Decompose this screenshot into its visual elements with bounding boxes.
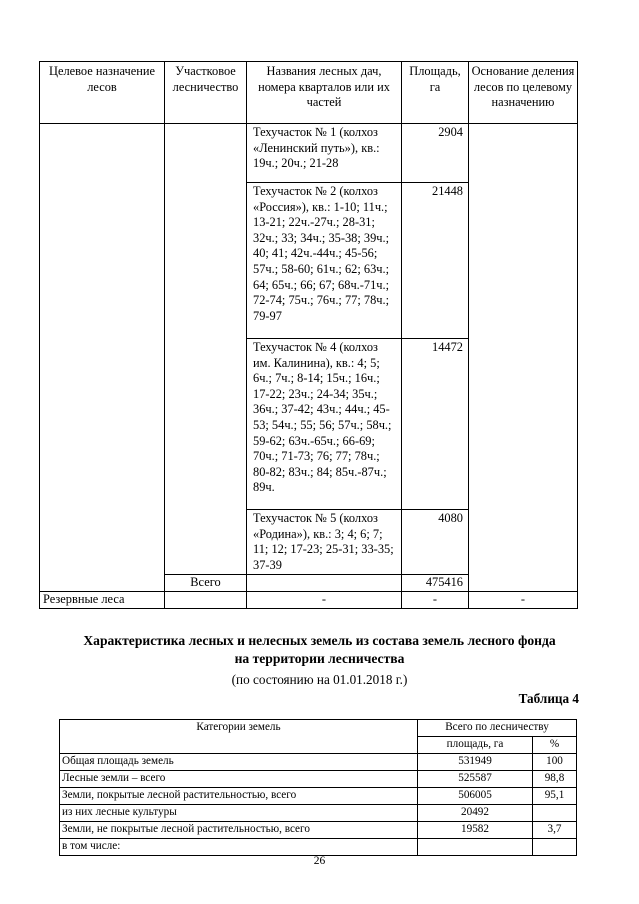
land-percent: 3,7 bbox=[533, 822, 577, 839]
land-category: Земли, не покрытые лесной растительностью, всего bbox=[60, 822, 418, 839]
table-number: Таблица 4 bbox=[518, 691, 579, 706]
land-area bbox=[418, 839, 533, 856]
reserve-row bbox=[40, 591, 578, 608]
land-area: 20492 bbox=[418, 805, 533, 822]
header-percent: % bbox=[533, 737, 577, 754]
land-category: Земли, покрытые лесной растительностью, всего bbox=[60, 788, 418, 805]
table-header-row bbox=[40, 62, 578, 124]
section-subtitle: (по состоянию на 01.01.2018 г.) bbox=[231, 672, 408, 687]
land-area: 506005 bbox=[418, 788, 533, 805]
reserve-district-empty bbox=[165, 591, 247, 608]
header-total: Всего по лесничеству bbox=[418, 720, 577, 737]
reserve-basis: - bbox=[469, 591, 578, 608]
header-area: площадь, га bbox=[418, 737, 533, 754]
table-row bbox=[60, 771, 577, 788]
total-label: Всего bbox=[165, 575, 247, 592]
land-area: 19582 bbox=[418, 822, 533, 839]
header-area: Площадь, га bbox=[402, 62, 469, 124]
dacha-area: 2904 bbox=[402, 124, 469, 183]
land-category: в том числе: bbox=[60, 839, 418, 856]
forest-purpose-table bbox=[39, 61, 578, 609]
land-percent: 98,8 bbox=[533, 771, 577, 788]
table-row bbox=[60, 788, 577, 805]
table-row bbox=[60, 754, 577, 771]
dacha-area: 4080 bbox=[402, 510, 469, 575]
land-category: из них лесные культуры bbox=[60, 805, 418, 822]
table-row bbox=[60, 822, 577, 839]
dacha-area: 21448 bbox=[402, 183, 469, 339]
header-dacha-names: Названия лесных дач, номера кварталов или их частей bbox=[247, 62, 402, 124]
table-row bbox=[60, 839, 577, 856]
land-area: 531949 bbox=[418, 754, 533, 771]
purpose-cell-empty bbox=[40, 124, 165, 592]
land-categories-table bbox=[59, 719, 577, 856]
header-basis: Основание деления лесов по целевому назначению bbox=[469, 62, 578, 124]
table-row bbox=[40, 124, 578, 183]
land-percent: 95,1 bbox=[533, 788, 577, 805]
land-area: 525587 bbox=[418, 771, 533, 788]
reserve-label: Резервные леса bbox=[40, 591, 165, 608]
land-percent bbox=[533, 805, 577, 822]
dacha-area: 14472 bbox=[402, 339, 469, 510]
dacha-name: Техучасток № 5 (колхоз «Родина»), кв.: 3; 4; 6; 7; 11; 12; 17-23; 25-31; 33-35; 37-39 bbox=[247, 510, 402, 575]
reserve-area: - bbox=[402, 591, 469, 608]
land-percent: 100 bbox=[533, 754, 577, 771]
table-header-row bbox=[60, 720, 577, 737]
land-category: Общая площадь земель bbox=[60, 754, 418, 771]
header-forestry-district: Участковое лесничество bbox=[165, 62, 247, 124]
dacha-name: Техучасток № 1 (колхоз «Ленинский путь»), кв.: 19ч.; 20ч.; 21-28 bbox=[247, 124, 402, 183]
basis-cell-empty bbox=[469, 124, 578, 592]
reserve-names: - bbox=[247, 591, 402, 608]
land-category: Лесные земли – всего bbox=[60, 771, 418, 788]
section-title-line2: на территории лесничества bbox=[234, 651, 405, 666]
section-title-line1: Характеристика лесных и нелесных земель из состава земель лесного фонда bbox=[83, 633, 556, 648]
table-row bbox=[60, 805, 577, 822]
district-cell-empty bbox=[165, 124, 247, 575]
total-empty bbox=[247, 575, 402, 592]
page-number: 26 bbox=[313, 855, 326, 867]
land-percent bbox=[533, 839, 577, 856]
header-purpose: Целевое назначение лесов bbox=[40, 62, 165, 124]
total-value: 475416 bbox=[402, 575, 469, 592]
dacha-name: Техучасток № 4 (колхоз им. Калинина), кв.: 4; 5; 6ч.; 7ч.; 8-14; 15ч.; 16ч.; 17-22; 23ч.; 24-34; 35ч.; 36ч.; 37-42; 43ч.; 44ч.; 45-53; 54ч.; 55; 56; 57ч.; 58ч.; 59-62; 63ч.-65ч.; 66-69; 70ч.; 71-73; 76; 77; 78ч.; 80-82; 83ч.; 84; 85ч.-87ч.; 89ч. bbox=[247, 339, 402, 510]
header-category: Категории земель bbox=[60, 720, 418, 754]
dacha-name: Техучасток № 2 (колхоз «Россия»), кв.: 1-10; 11ч.; 13-21; 22ч.-27ч.; 28-31; 32ч.; 33; 34ч.; 35-38; 39ч.; 40; 41; 42ч.-44ч.; 45-56; 57ч.; 58-60; 61ч.; 62; 63ч.; 64; 65ч.; 66; 67; 68ч.-71ч.; 72-74; 75ч.; 76ч.; 77; 78ч.; 79-97 bbox=[247, 183, 402, 339]
